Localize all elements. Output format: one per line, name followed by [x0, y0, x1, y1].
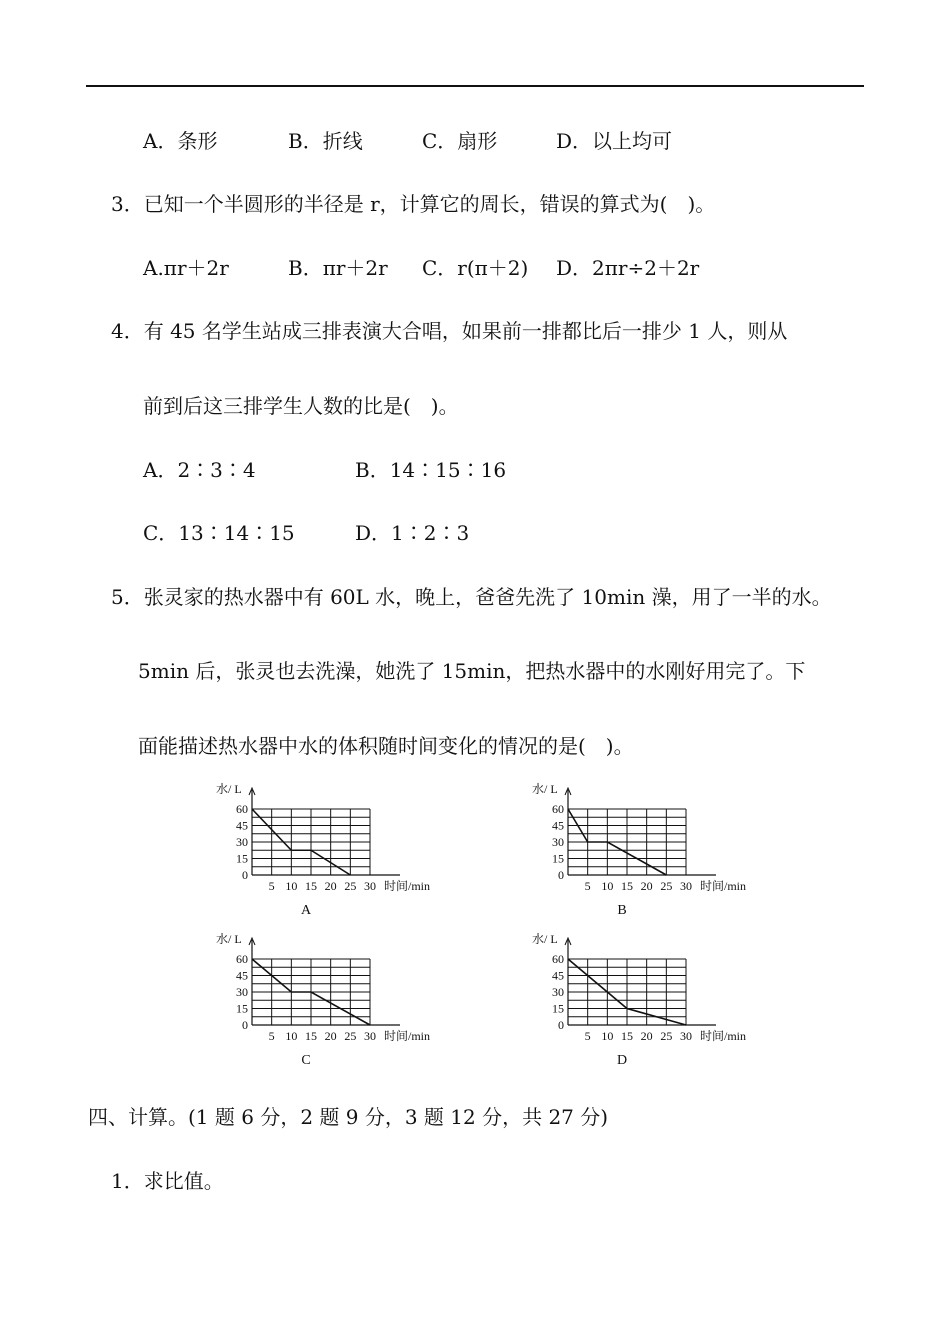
- x-tick-label: 30: [680, 879, 692, 893]
- y-axis-label: 水/ L: [216, 782, 242, 796]
- x-tick-label: 5: [268, 879, 275, 893]
- q4-option-d[interactable]: D．1∶2∶3: [355, 521, 470, 545]
- section4-q1: 1．求比值。: [111, 1169, 224, 1193]
- x-tick-label: 15: [621, 879, 633, 893]
- q4-option-a[interactable]: A．2∶3∶4: [143, 458, 256, 482]
- y-tick-label: 0: [558, 1018, 564, 1032]
- x-tick-label: 5: [584, 1029, 591, 1043]
- x-tick-label: 5: [584, 879, 591, 893]
- x-tick-label: 10: [285, 879, 298, 893]
- q5-stem-line1: 5．张灵家的热水器中有 60L 水，晚上，爸爸先洗了 10min 澡，用了一半的水。: [111, 585, 832, 609]
- chart-option-label: A: [300, 903, 312, 918]
- q5-stem-line3: 面能描述热水器中水的体积随时间变化的情况的是( )。: [138, 734, 634, 758]
- chart-option-label: B: [617, 903, 627, 918]
- y-tick-label: 45: [236, 968, 248, 983]
- q3-option-a[interactable]: A.πr＋2r: [143, 256, 229, 280]
- chart-c[interactable]: [212, 928, 452, 1073]
- x-tick-label: 5: [268, 1029, 275, 1043]
- y-axis-label: 水/ L: [532, 932, 558, 946]
- x-tick-label: 15: [621, 1029, 633, 1043]
- x-tick-label: 20: [324, 1029, 337, 1043]
- q4-option-c[interactable]: C．13∶14∶15: [143, 521, 295, 545]
- x-tick-label: 15: [305, 1029, 317, 1043]
- y-tick-label: 30: [236, 835, 248, 849]
- q2-option-c[interactable]: C．扇形: [422, 129, 498, 153]
- y-tick-label: 30: [552, 835, 564, 849]
- q5-stem-line2: 5min 后，张灵也去洗澡，她洗了 15min，把热水器中的水刚好用完了。下: [138, 659, 806, 683]
- y-tick-label: 15: [552, 851, 564, 866]
- y-tick-label: 60: [552, 952, 564, 966]
- y-tick-label: 60: [236, 952, 248, 966]
- y-tick-label: 15: [236, 1001, 248, 1016]
- chart-option-label: C: [301, 1053, 311, 1068]
- chart-option-label: D: [616, 1053, 628, 1068]
- y-axis-label: 水/ L: [532, 782, 558, 796]
- chart-d[interactable]: [528, 928, 768, 1073]
- x-tick-label: 20: [324, 879, 337, 893]
- y-tick-label: 15: [552, 1001, 564, 1016]
- x-tick-label: 10: [285, 1029, 298, 1043]
- y-tick-label: 0: [242, 1018, 248, 1032]
- y-tick-label: 45: [236, 818, 248, 833]
- y-tick-label: 0: [242, 868, 248, 882]
- y-tick-label: 0: [558, 868, 564, 882]
- chart-a[interactable]: [212, 778, 452, 923]
- y-tick-label: 45: [552, 818, 564, 833]
- y-axis-label: 水/ L: [216, 932, 242, 946]
- x-tick-label: 10: [601, 1029, 614, 1043]
- x-axis-label: 时间/min: [700, 1029, 747, 1043]
- y-tick-label: 60: [236, 802, 248, 816]
- q3-option-c[interactable]: C．r(π＋2): [422, 256, 529, 280]
- q2-option-d[interactable]: D．以上均可: [556, 129, 673, 153]
- x-axis-label: 时间/min: [384, 1029, 431, 1043]
- x-tick-label: 25: [660, 1029, 673, 1043]
- x-axis-label: 时间/min: [700, 879, 747, 893]
- x-tick-label: 20: [640, 879, 653, 893]
- y-tick-label: 45: [552, 968, 564, 983]
- x-tick-label: 25: [344, 879, 357, 893]
- q4-option-b[interactable]: B．14∶15∶16: [355, 458, 507, 482]
- y-tick-label: 15: [236, 851, 248, 866]
- x-tick-label: 25: [344, 1029, 357, 1043]
- x-tick-label: 25: [660, 879, 673, 893]
- chart-b[interactable]: [528, 778, 768, 923]
- x-tick-label: 20: [640, 1029, 653, 1043]
- q3-option-b[interactable]: B．πr＋2r: [288, 256, 388, 280]
- section4-title: 四、计算。(1 题 6 分，2 题 9 分，3 题 12 分，共 27 分): [88, 1105, 609, 1129]
- x-tick-label: 30: [680, 1029, 692, 1043]
- x-axis-label: 时间/min: [384, 879, 431, 893]
- q2-option-a[interactable]: A．条形: [143, 129, 218, 153]
- q3-option-d[interactable]: D．2πr÷2＋2r: [556, 256, 700, 280]
- x-tick-label: 15: [305, 879, 317, 893]
- y-tick-label: 30: [236, 985, 248, 999]
- x-tick-label: 10: [601, 879, 614, 893]
- header-rule: [86, 85, 864, 87]
- x-tick-label: 30: [364, 879, 376, 893]
- q4-stem-line2: 前到后这三排学生人数的比是( )。: [143, 394, 459, 418]
- q2-option-b[interactable]: B．折线: [288, 129, 363, 153]
- y-tick-label: 60: [552, 802, 564, 816]
- q3-stem: 3．已知一个半圆形的半径是 r，计算它的周长，错误的算式为( )。: [111, 192, 716, 216]
- x-tick-label: 30: [364, 1029, 376, 1043]
- q4-stem-line1: 4．有 45 名学生站成三排表演大合唱，如果前一排都比后一排少 1 人，则从: [111, 319, 788, 343]
- y-tick-label: 30: [552, 985, 564, 999]
